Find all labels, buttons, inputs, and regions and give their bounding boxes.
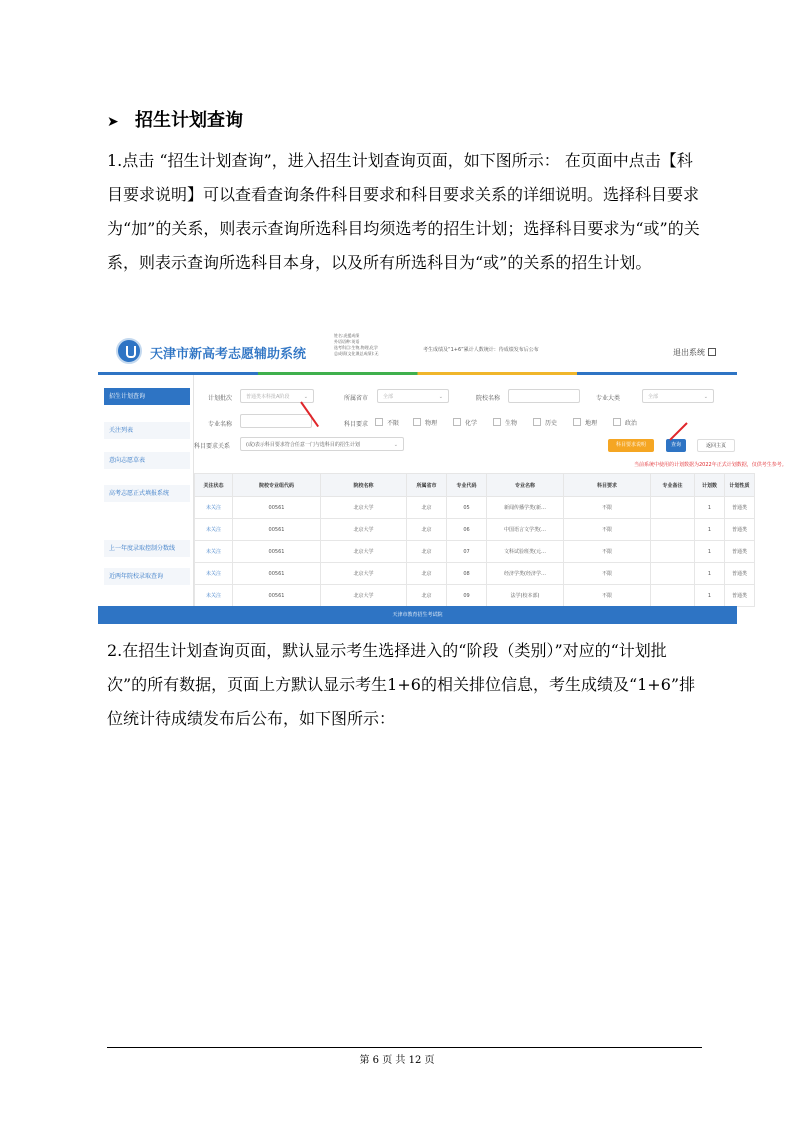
table-cell: 普通类 — [725, 519, 755, 541]
school-input[interactable] — [508, 389, 580, 403]
table-cell: 北京 — [407, 519, 447, 541]
query-button[interactable]: 查询 — [666, 439, 686, 452]
table-cell — [651, 585, 695, 607]
column-header: 院校专业组代码 — [233, 474, 321, 497]
table-cell: 北京大学 — [321, 563, 407, 585]
major-input[interactable] — [240, 414, 312, 428]
system-footer: 天津市教育招生考试院 — [98, 606, 737, 624]
follow-link[interactable]: 未关注 — [195, 519, 233, 541]
logout-button[interactable] — [673, 347, 716, 358]
paragraph-2: 2.在招生计划查询页面，默认显示考生选择进入的“阶段（类别）”对应的“计划批次”的所有数据，页面上方默认显示考生1+6的相关排位信息，考生成绩及“1+6”排位统计待成绩发布后公布，如下图所示： — [107, 641, 696, 728]
table-cell: 00561 — [233, 563, 321, 585]
column-header: 关注状态 — [195, 474, 233, 497]
follow-link[interactable]: 未关注 — [195, 585, 233, 607]
subject-option: 生物 — [505, 420, 518, 427]
batch-label: 计划批次 — [208, 395, 233, 402]
student-info-line: 姓名:虎援成绩 — [334, 333, 360, 338]
table-cell: 1 — [695, 541, 725, 563]
table-cell: 05 — [447, 497, 487, 519]
red-arrow-annotation-icon — [669, 422, 687, 440]
table-header-row — [195, 474, 755, 497]
table-cell: 经济学类(经济学… — [487, 563, 564, 585]
chevron-down-icon: ⌄ — [703, 394, 708, 400]
system-header — [98, 328, 737, 372]
checkbox-icon — [613, 418, 621, 426]
table-cell: 00561 — [233, 585, 321, 607]
subject-checkbox[interactable] — [413, 418, 437, 427]
table-cell: 00561 — [233, 497, 321, 519]
table-cell: 00561 — [233, 541, 321, 563]
table-row — [195, 497, 755, 519]
subject-explain-button[interactable]: 科目要求说明 — [608, 439, 654, 452]
page-number: 第 6 页 共 12 页 — [359, 1055, 435, 1066]
logout-icon — [708, 348, 716, 356]
table-row — [195, 585, 755, 607]
category-label: 专业大类 — [596, 395, 621, 402]
column-header: 计划数 — [695, 474, 725, 497]
embedded-screenshot — [98, 328, 787, 624]
follow-link[interactable]: 未关注 — [195, 563, 233, 585]
student-info-line: 选考科目:生物,物理,化学 — [334, 345, 378, 350]
column-header: 所属省市 — [407, 474, 447, 497]
table-cell: 不限 — [564, 497, 651, 519]
subject-option: 物理 — [425, 420, 438, 427]
footer-divider — [107, 1047, 702, 1048]
table-cell: 1 — [695, 585, 725, 607]
table-cell: 新闻传播学类(新… — [487, 497, 564, 519]
system-logo-icon — [116, 338, 142, 364]
table-cell: 文科试验班类(元… — [487, 541, 564, 563]
sidebar-item-formal-system[interactable]: 高考志愿正式填报系统 — [104, 485, 190, 502]
checkbox-icon — [375, 418, 383, 426]
table-cell: 不限 — [564, 563, 651, 585]
system-title: 天津市新高考志愿辅助系统 — [150, 347, 307, 362]
table-cell: 法学(校本部) — [487, 585, 564, 607]
table-cell — [651, 497, 695, 519]
sidebar-item-follow-list[interactable]: 关注列表 — [104, 422, 190, 439]
city-label: 所属省市 — [344, 395, 369, 402]
section-title: 招生计划查询 — [135, 110, 243, 131]
school-label: 院校名称 — [476, 395, 501, 402]
column-header: 院校名称 — [321, 474, 407, 497]
column-header: 专业名称 — [487, 474, 564, 497]
column-header: 专业代码 — [447, 474, 487, 497]
follow-link[interactable]: 未关注 — [195, 541, 233, 563]
plan-table — [194, 473, 755, 607]
follow-link[interactable]: 未关注 — [195, 497, 233, 519]
column-header: 计划性质 — [725, 474, 755, 497]
data-notice: 当前系统中使用的计划数据为2022年正式计划数据，仅供考生参考。 — [634, 462, 787, 468]
home-button[interactable]: 返回主页 — [697, 439, 735, 452]
table-cell: 不限 — [564, 541, 651, 563]
sidebar-item-plan-query[interactable]: 招生计划查询 — [104, 388, 190, 405]
table-cell: 北京大学 — [321, 585, 407, 607]
sidebar-item-history[interactable]: 近两年院校录取查询 — [104, 568, 190, 585]
table-cell: 普通类 — [725, 497, 755, 519]
subject-checkbox[interactable] — [375, 418, 399, 427]
table-row — [195, 541, 755, 563]
table-cell: 07 — [447, 541, 487, 563]
subject-checkbox[interactable] — [573, 418, 597, 427]
category-select[interactable] — [642, 389, 714, 403]
subject-label: 科目要求 — [344, 421, 369, 428]
subject-checkbox[interactable] — [453, 418, 477, 427]
table-cell: 北京大学 — [321, 497, 407, 519]
checkbox-icon — [493, 418, 501, 426]
table-cell: 08 — [447, 563, 487, 585]
checkbox-icon — [533, 418, 541, 426]
table-cell: 北京大学 — [321, 541, 407, 563]
table-cell: 普通类 — [725, 541, 755, 563]
table-cell: 北京大学 — [321, 519, 407, 541]
table-cell: 中国语言文学类(… — [487, 519, 564, 541]
table-cell: 06 — [447, 519, 487, 541]
chevron-down-icon: ⌄ — [438, 394, 443, 400]
subject-option: 地理 — [585, 420, 598, 427]
student-info-line: 外语语种:英语 — [334, 339, 360, 344]
sidebar-item-draft[interactable]: 意向志愿草表 — [104, 452, 190, 469]
table-cell: 北京 — [407, 585, 447, 607]
arrow-bullet-icon: ➤ — [107, 114, 119, 130]
subject-checkbox[interactable] — [493, 418, 517, 427]
paragraph-1: 1.点击 “招生计划查询”，进入招生计划查询页面，如下图所示： 在页面中点击【科目要求说明】可以查看查询条件科目要求和科目要求关系的详细说明。选择科目要求为“加”的关系，则表示查询所选科目均须选考的招生计划；选择科目要求为“或”的关系，则表示查询所选科目本身，以及所有所选科目为“或”的关系的招生计划。 — [107, 151, 700, 272]
subject-option: 化学 — [465, 420, 478, 427]
subject-option: 历史 — [545, 420, 558, 427]
sidebar-item-control-line[interactable]: 上一年度录取控制分数线 — [104, 540, 190, 557]
subject-checkbox[interactable] — [613, 418, 637, 427]
category-value: 全部 — [648, 394, 659, 400]
table-cell: 北京 — [407, 541, 447, 563]
checkbox-icon — [573, 418, 581, 426]
query-panel — [194, 375, 787, 606]
student-info-line: 总成绩(文化课总成绩):无 — [334, 351, 379, 356]
major-label: 专业名称 — [208, 421, 233, 428]
table-cell: 不限 — [564, 519, 651, 541]
table-cell: 1 — [695, 563, 725, 585]
table-cell — [651, 541, 695, 563]
batch-select[interactable] — [240, 389, 314, 403]
relation-label: 科目要求关系 — [194, 443, 231, 450]
chevron-down-icon: ⌄ — [303, 394, 308, 400]
table-row — [195, 519, 755, 541]
city-select[interactable] — [377, 389, 449, 403]
table-cell: 09 — [447, 585, 487, 607]
table-cell: 1 — [695, 519, 725, 541]
table-cell: 北京 — [407, 563, 447, 585]
logout-label: 退出系统 — [673, 348, 705, 357]
subject-checkbox[interactable] — [533, 418, 557, 427]
table-row — [195, 563, 755, 585]
checkbox-icon — [453, 418, 461, 426]
table-cell: 1 — [695, 497, 725, 519]
table-cell — [651, 519, 695, 541]
city-value: 全部 — [383, 394, 394, 400]
sidebar — [98, 375, 194, 606]
table-cell — [651, 563, 695, 585]
table-cell: 普通类 — [725, 563, 755, 585]
relation-value: (或)表示科目要求符合任意一门与选科目的招生计划 — [246, 442, 360, 448]
score-note: 考生成绩及“1+6”累计人数统计：待成绩发布后公布 — [423, 347, 539, 353]
subject-option: 政治 — [625, 420, 638, 427]
subject-option: 不限 — [387, 420, 400, 427]
column-header: 科目要求 — [564, 474, 651, 497]
chevron-down-icon: ⌄ — [393, 442, 398, 448]
table-cell: 普通类 — [725, 585, 755, 607]
relation-select[interactable] — [240, 437, 404, 451]
student-info — [334, 333, 404, 357]
table-cell: 00561 — [233, 519, 321, 541]
checkbox-icon — [413, 418, 421, 426]
table-cell: 不限 — [564, 585, 651, 607]
column-header: 专业备注 — [651, 474, 695, 497]
section-heading — [107, 106, 243, 132]
table-cell: 北京 — [407, 497, 447, 519]
batch-value: 普通类本科批A阶段 — [246, 394, 290, 400]
